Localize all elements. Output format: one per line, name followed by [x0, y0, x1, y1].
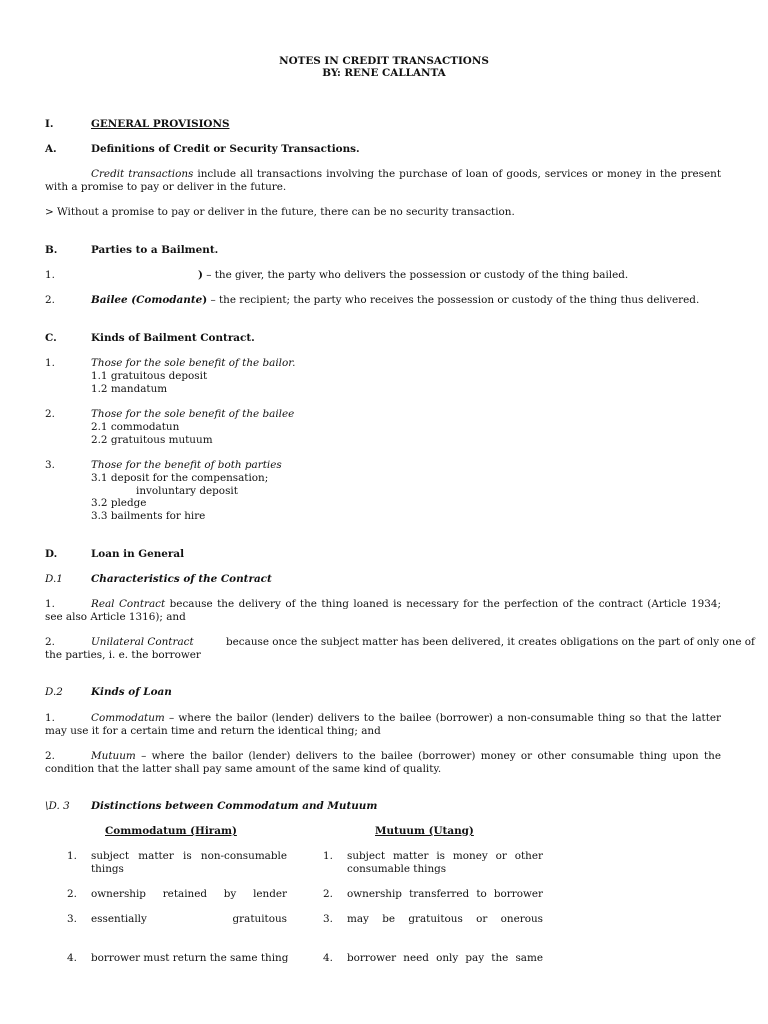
kind-1-sub-1: 1.1 gratuitous deposit	[91, 370, 208, 382]
comparison-left-cell: borrower must return the same thing	[91, 952, 289, 964]
comparison-left-cell: ownership retained by lender	[91, 888, 287, 900]
characteristic-2-number: 2.	[45, 636, 55, 648]
section-c-title: Kinds of Bailment Contract.	[91, 332, 255, 344]
kind-of-loan-2-number: 2.	[45, 750, 55, 762]
kind-2-number: 2.	[45, 408, 55, 420]
real-contract-text: because the delivery of the thing loaned is necessary for the perfection of the contract (Article 1934; see also Article 1316); and	[45, 598, 721, 623]
section-i-number: I.	[45, 118, 54, 130]
kind-3-heading: Those for the benefit of both parties	[91, 459, 282, 471]
bailee-close-paren: )	[202, 294, 208, 306]
comparison-right-number: 3.	[323, 913, 333, 925]
section-a-letter: A.	[45, 143, 57, 155]
kind-3-sub-1: 3.1 deposit for the compensation;	[91, 472, 269, 484]
kind-1-sub-2: 1.2 mandatum	[91, 383, 168, 395]
section-i-title: GENERAL PROVISIONS	[91, 118, 230, 130]
subsection-d2-title: Kinds of Loan	[91, 686, 172, 698]
mutuum-term: Mutuum	[91, 750, 136, 762]
comparison-right-cell: borrower need only pay the same	[347, 952, 543, 964]
comparison-left-number: 1.	[67, 850, 77, 862]
section-c-letter: C.	[45, 332, 57, 344]
bailment-item-2-number: 2.	[45, 294, 55, 306]
comparison-right-number: 4.	[323, 952, 333, 964]
comparison-right-number: 2.	[323, 888, 333, 900]
kind-2-heading: Those for the sole benefit of the bailee	[91, 408, 295, 420]
bailment-item-2	[91, 294, 699, 307]
unilateral-contract-text: because once the subject matter has been delivered, it creates obligations on the part of only one of	[226, 636, 755, 648]
comparison-right-cell: may be gratuitous or onerous	[347, 913, 543, 925]
kind-2-sub-2: 2.2 gratuitous mutuum	[91, 434, 213, 446]
comparison-right-header: Mutuum (Utang)	[375, 825, 474, 837]
kind-1-heading: Those for the sole benefit of the bailor.	[91, 357, 296, 369]
section-d-letter: D.	[45, 548, 58, 560]
characteristic-1	[45, 598, 721, 624]
comparison-left-number: 3.	[67, 913, 77, 925]
kind-1-number: 1.	[45, 357, 55, 369]
document-title: NOTES IN CREDIT TRANSACTIONS	[279, 55, 489, 67]
kind-3-sub-1-continued: involuntary deposit	[136, 485, 238, 497]
bailor-definition: – the giver, the party who delivers the possession or custody of the thing bailed.	[202, 269, 629, 281]
unilateral-contract-text-2: the parties, i. e. the borrower	[45, 649, 201, 661]
bailee-definition: – the recipient; the party who receives the possession or custody of the thing thus delivered.	[207, 294, 700, 306]
comparison-right-number: 1.	[323, 850, 333, 862]
section-d-title: Loan in General	[91, 548, 185, 560]
document-author: BY: RENE CALLANTA	[322, 67, 446, 79]
kind-3-number: 3.	[45, 459, 55, 471]
comparison-right-cell: subject matter is money or other	[347, 850, 543, 862]
credit-transactions-definition: include all transactions involving the purchase of loan of goods, services or money in the present with a promise to pay or deliver in the future.	[45, 168, 721, 193]
real-contract-term: Real Contract	[91, 598, 166, 610]
comparison-left-number: 2.	[67, 888, 77, 900]
kind-of-loan-1-number: 1.	[45, 712, 55, 724]
comparison-left-header: Commodatum (Hiram)	[105, 825, 237, 837]
subsection-d1-title: Characteristics of the Contract	[91, 573, 272, 585]
subsection-d2-number: D.2	[45, 686, 63, 698]
subsection-d3-title: Distinctions between Commodatum and Mutuum	[91, 800, 378, 812]
section-a-title: Definitions of Credit or Security Transactions.	[91, 143, 360, 155]
characteristic-1-number: 1.	[45, 598, 55, 610]
kind-of-loan-1	[45, 712, 721, 738]
bailor-close-paren: )	[198, 269, 203, 281]
kind-of-loan-2	[45, 750, 721, 776]
comparison-left-cell: subject matter is non-consumable	[91, 850, 287, 862]
bailee-term: Bailee (Comodante	[91, 294, 203, 306]
section-a-paragraph	[45, 168, 721, 194]
comparison-left-cell: essentially gratuitous	[91, 913, 287, 925]
mutuum-text: – where the bailor (lender) delivers to the bailee (borrower) money or other consumable thing upon the condition that the latter shall pay same amount of the same kind of quality.	[45, 750, 721, 775]
comparison-left-cell-continued: things	[91, 863, 124, 875]
bailment-item-1	[198, 269, 628, 282]
comparison-right-cell-continued: consumable things	[347, 863, 447, 875]
credit-transactions-term: Credit transactions	[91, 168, 194, 180]
section-b-letter: B.	[45, 244, 58, 256]
comparison-left-number: 4.	[67, 952, 77, 964]
comparison-right-cell: ownership transferred to borrower	[347, 888, 543, 900]
commodatum-text: – where the bailor (lender) delivers to the bailee (borrower) a non-consumable thing so that the latter may use it for a certain time and return the identical thing; and	[45, 712, 721, 737]
section-a-note: > Without a promise to pay or deliver in the future, there can be no security transaction.	[45, 206, 515, 218]
kind-3-sub-2: 3.2 pledge	[91, 497, 147, 509]
kind-3-sub-3: 3.3 bailments for hire	[91, 510, 206, 522]
bailment-item-1-number: 1.	[45, 269, 55, 281]
section-b-title: Parties to a Bailment.	[91, 244, 219, 256]
subsection-d3-number: \D. 3	[45, 800, 70, 812]
commodatum-term: Commodatum	[91, 712, 165, 724]
kind-2-sub-1: 2.1 commodatun	[91, 421, 180, 433]
subsection-d1-number: D.1	[45, 573, 63, 585]
unilateral-contract-term: Unilateral Contract	[91, 636, 194, 648]
